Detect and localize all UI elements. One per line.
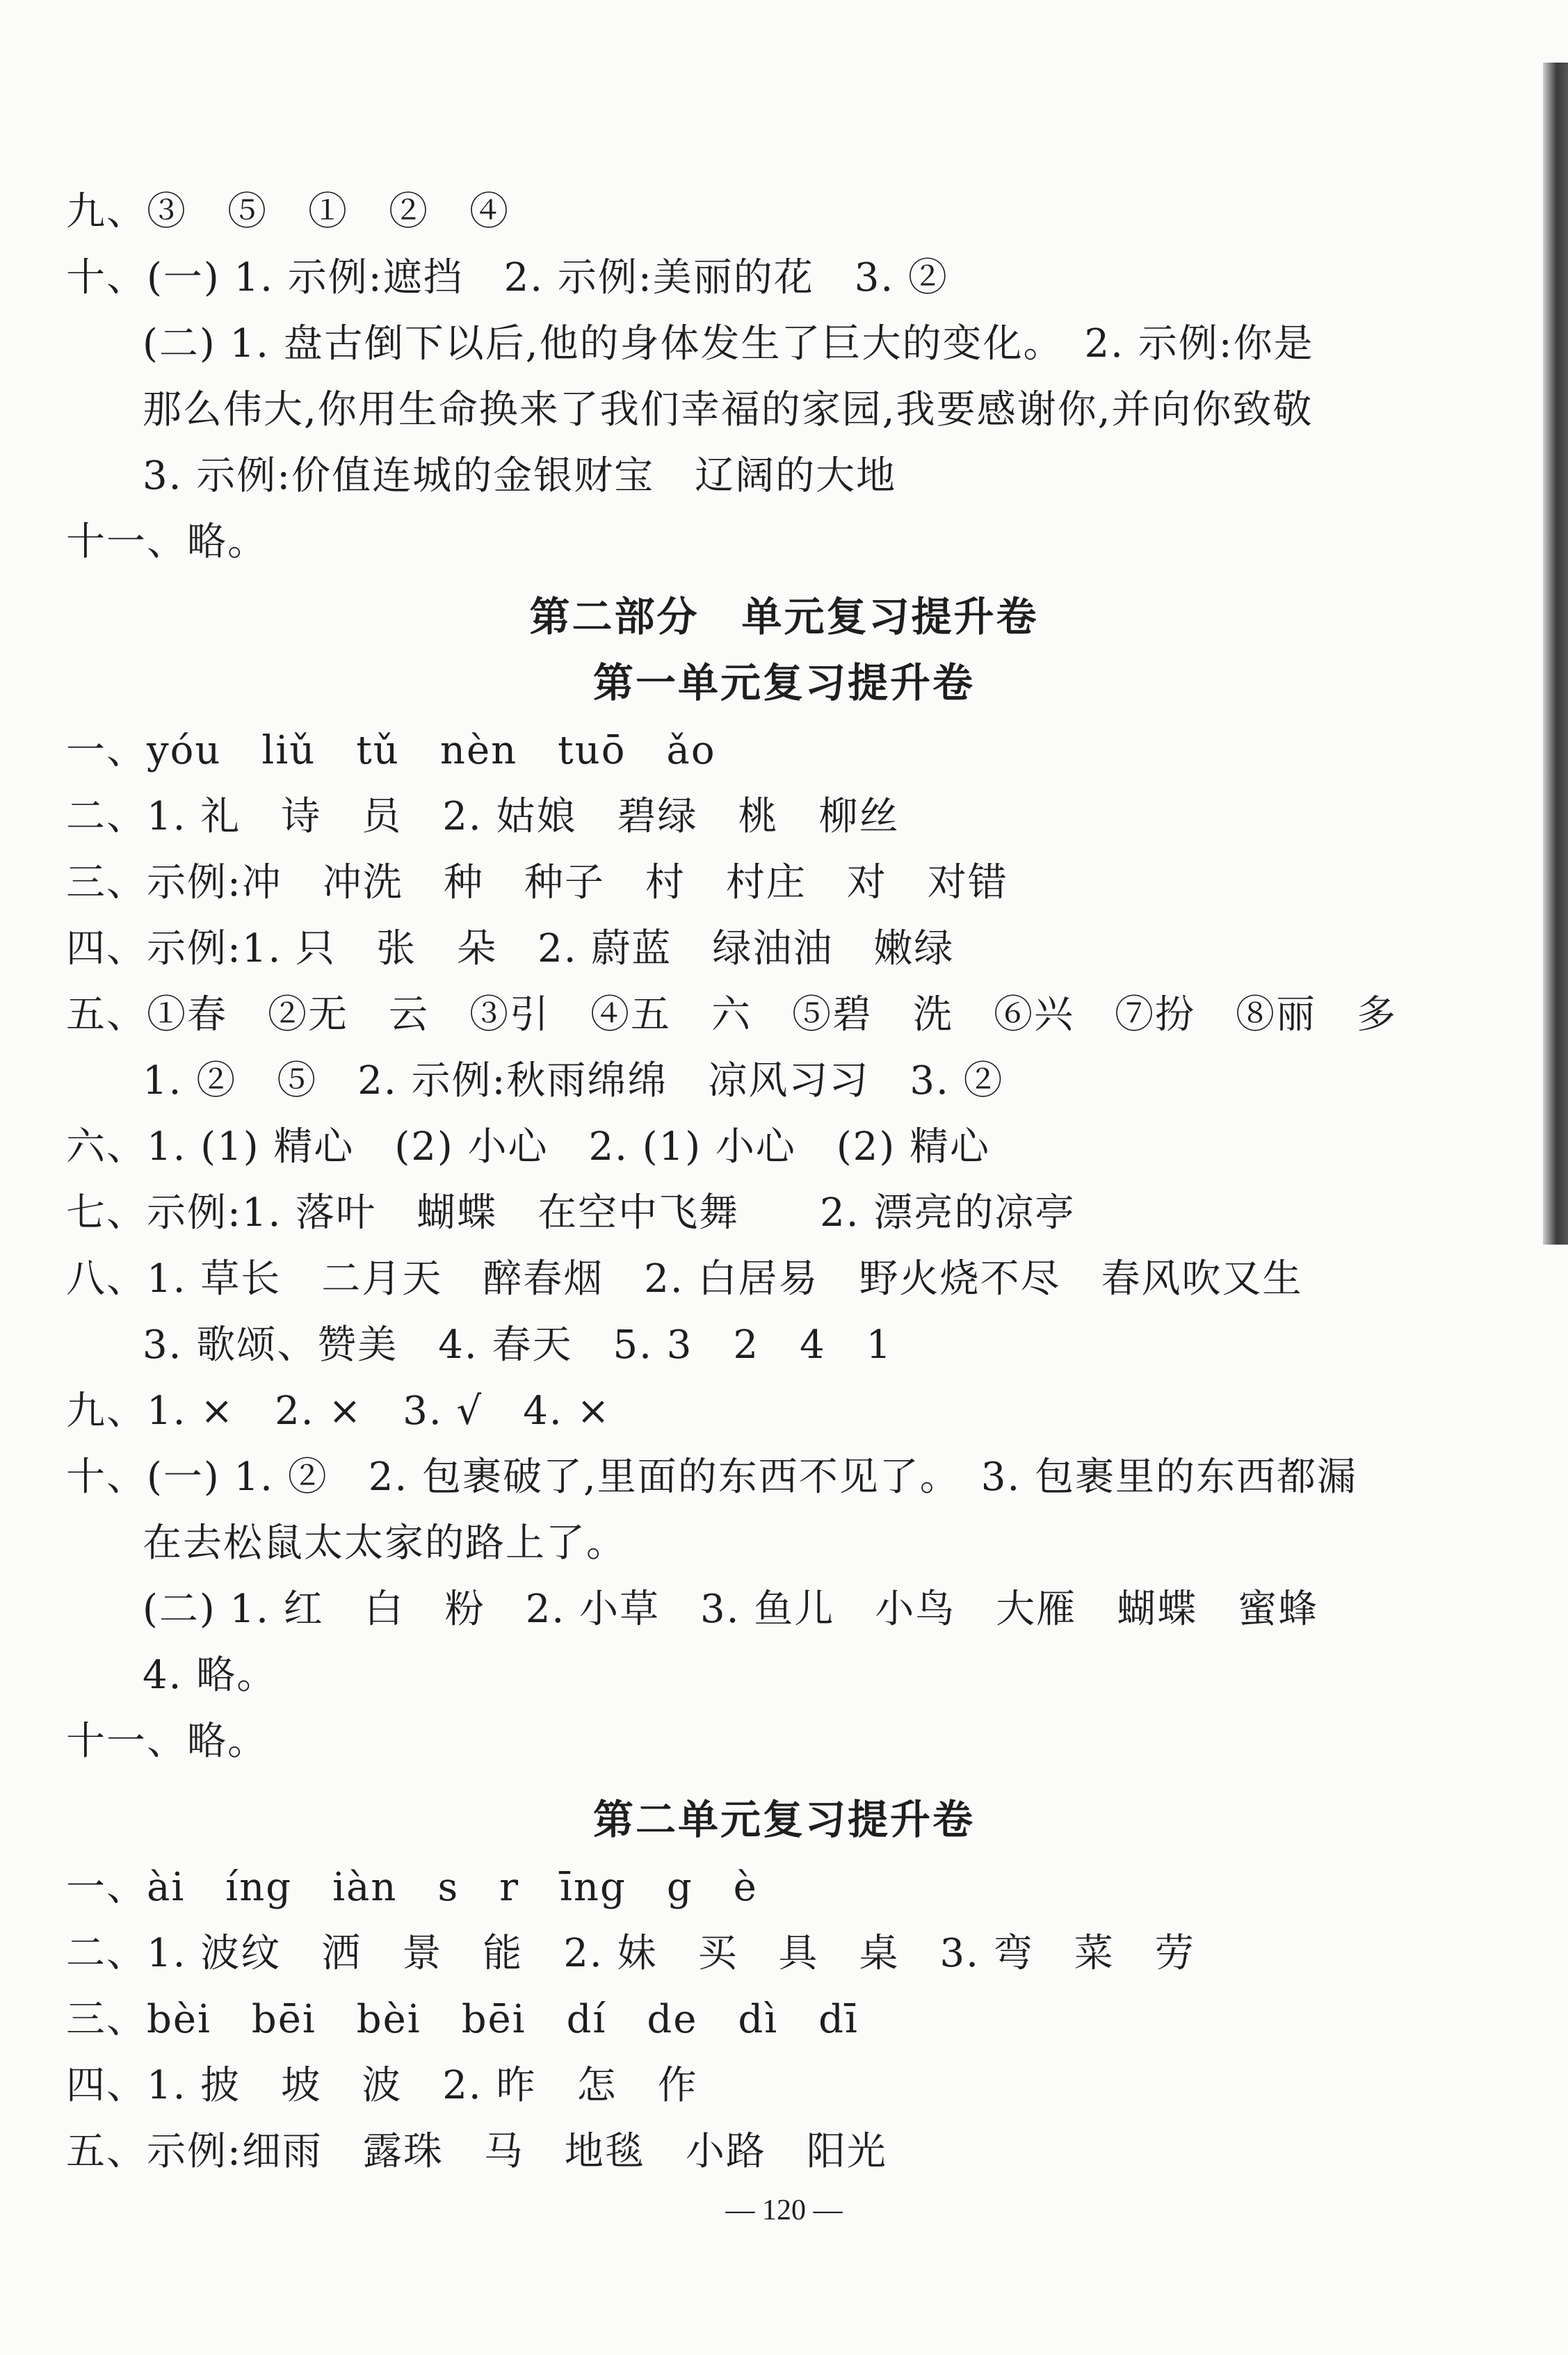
answer-line: 那么伟大,你用生命换来了我们幸福的家园,我要感谢你,并向你致敬 — [143, 387, 1314, 432]
answer-line: 十、(一) 1. 示例:遮挡 2. 示例:美丽的花 3. ② — [66, 255, 948, 300]
unit2-title: 第二单元复习提升卷 — [592, 1796, 975, 1843]
answer-line: 一、ài íng iàn s r īng g è — [66, 1865, 758, 1910]
answer-line: 九、③ ⑤ ① ② ④ — [66, 189, 510, 234]
answer-line: 十、(一) 1. ② 2. 包裹破了,里面的东西不见了。 3. 包裹里的东西都漏 — [66, 1455, 1357, 1500]
answer-line: 六、1. (1) 精心 (2) 小心 2. (1) 小心 (2) 精心 — [66, 1124, 990, 1170]
answer-line: 3. 歌颂、赞美 4. 春天 5. 3 2 4 1 — [143, 1322, 893, 1368]
answer-line: 4. 略。 — [143, 1653, 277, 1698]
answer-line: 五、①春 ②无 云 ③引 ④五 六 ⑤碧 洗 ⑥兴 ⑦扮 ⑧丽 多 — [66, 992, 1397, 1037]
answer-line: (二) 1. 红 白 粉 2. 小草 3. 鱼儿 小鸟 大雁 蝴蝶 蜜蜂 — [143, 1587, 1319, 1632]
answer-line: 3. 示例:价值连城的金银财宝 辽阔的大地 — [143, 453, 897, 499]
answer-line: 二、1. 礼 诗 员 2. 姑娘 碧绿 桃 柳丝 — [66, 794, 900, 839]
answer-line: (二) 1. 盘古倒下以后,他的身体发生了巨大的变化。 2. 示例:你是 — [143, 321, 1314, 366]
page-number: — 120 — — [725, 2194, 843, 2226]
answer-line: 七、示例:1. 落叶 蝴蝶 在空中飞舞 2. 漂亮的凉亭 — [66, 1190, 1076, 1236]
answer-line: 一、yóu liǔ tǔ nèn tuō ǎo — [66, 728, 716, 773]
answer-line: 五、示例:细雨 露珠 马 地毯 小路 阳光 — [66, 2129, 887, 2174]
answer-line: 二、1. 波纹 洒 景 能 2. 妹 买 具 桌 3. 弯 菜 劳 — [66, 1931, 1195, 1976]
answer-line: 十一、略。 — [66, 1719, 268, 1764]
answer-line: 1. ② ⑤ 2. 示例:秋雨绵绵 凉风习习 3. ② — [143, 1058, 1004, 1103]
answer-line: 在去松鼠太太家的路上了。 — [143, 1521, 627, 1566]
part-title: 第二部分 单元复习提升卷 — [529, 593, 1039, 640]
answer-line: 九、1. × 2. × 3. √ 4. × — [66, 1389, 611, 1434]
answer-line: 四、1. 披 坡 波 2. 昨 怎 作 — [66, 2063, 698, 2108]
answer-line: 十一、略。 — [66, 519, 268, 565]
unit1-title: 第一单元复习提升卷 — [592, 659, 975, 706]
answer-line: 三、示例:冲 冲洗 种 种子 村 村庄 对 对错 — [66, 860, 1008, 905]
answer-line: 三、bèi bēi bèi bēi dí de dì dī — [66, 1997, 859, 2042]
answer-line: 四、示例:1. 只 张 朵 2. 蔚蓝 绿油油 嫩绿 — [66, 926, 955, 971]
answer-line: 八、1. 草长 二月天 醉春烟 2. 白居易 野火烧不尽 春风吹又生 — [66, 1256, 1303, 1302]
